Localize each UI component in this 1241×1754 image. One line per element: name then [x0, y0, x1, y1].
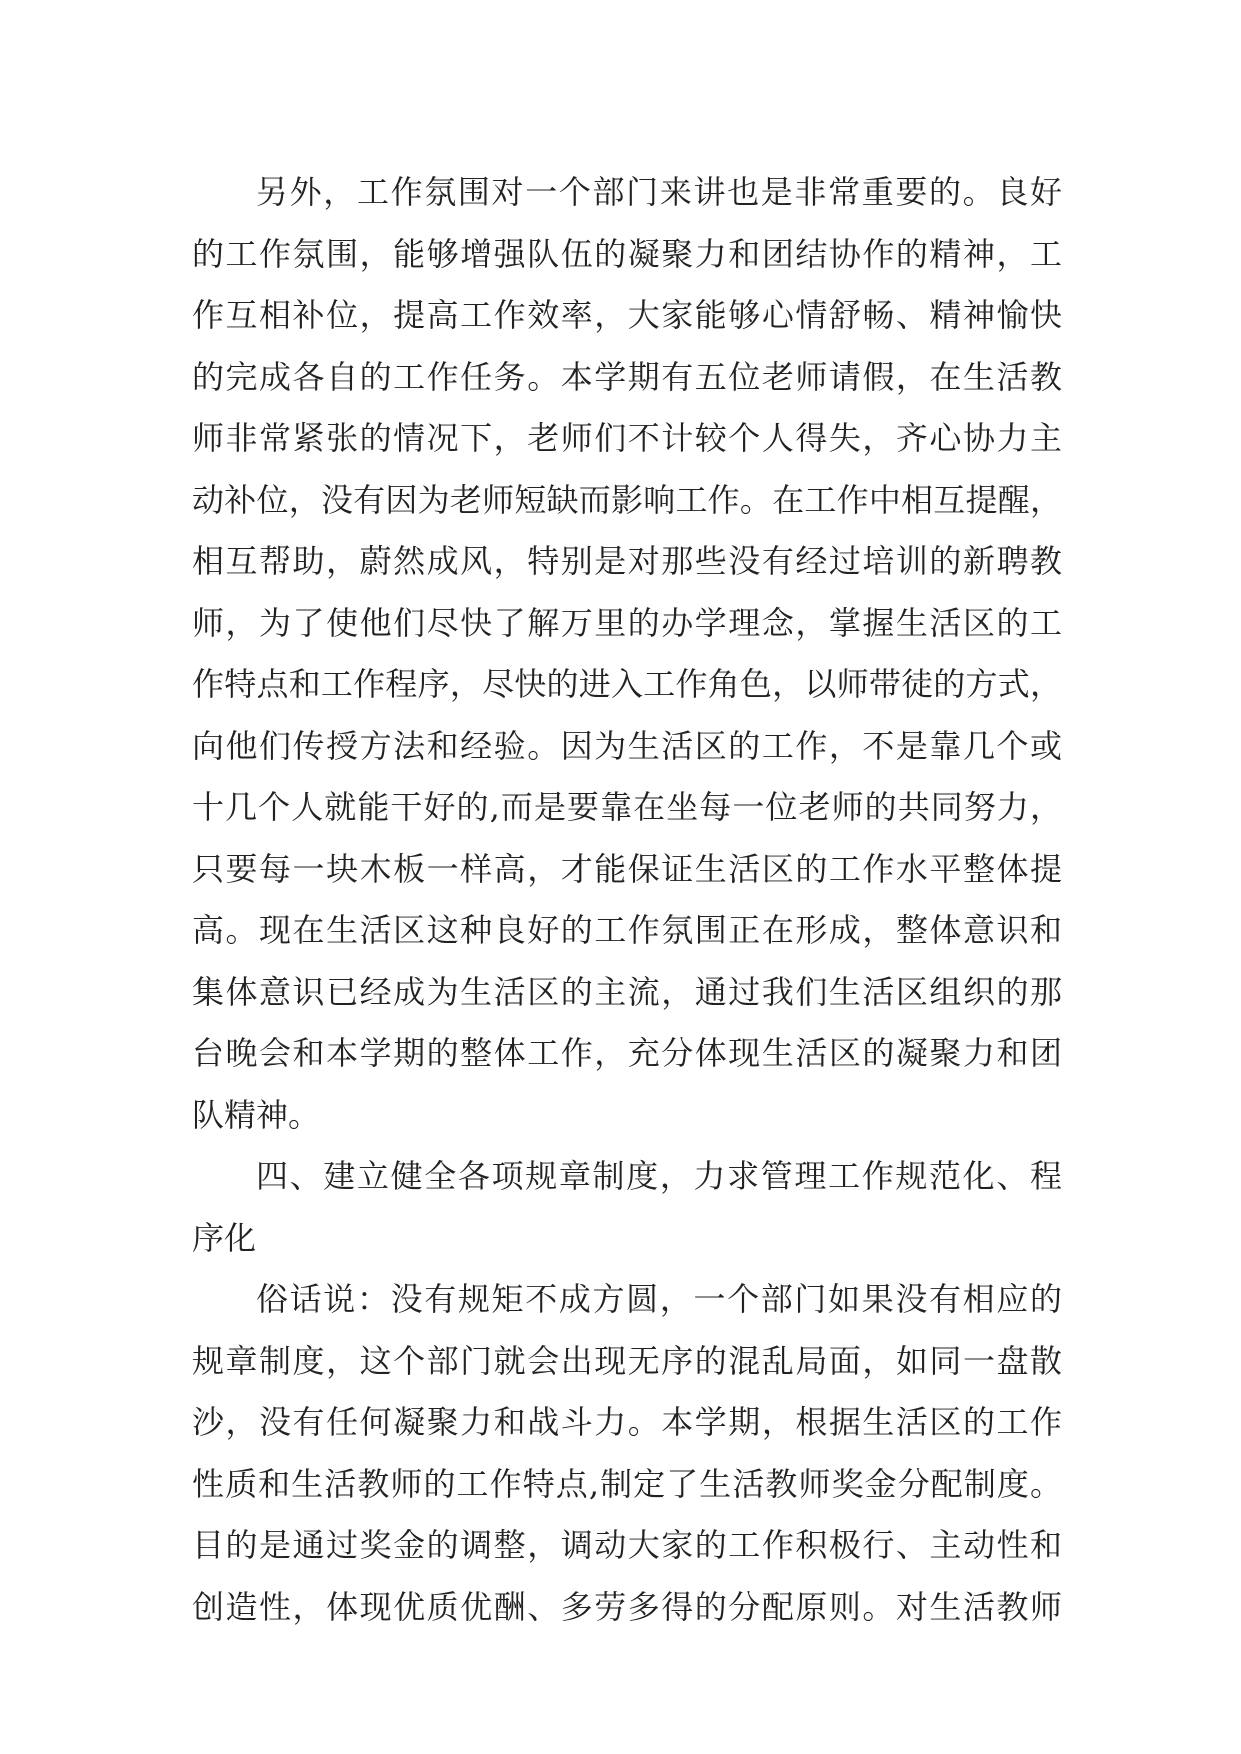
- text-line: 作互相补位，提高工作效率，大家能够心情舒畅、精神愉快: [192, 296, 1062, 334]
- text-line: 十几个人就能干好的,而是要靠在坐每一位老师的共同努力，: [192, 788, 1062, 826]
- text-line: 作特点和工作程序，尽快的进入工作角色，以师带徒的方式，: [192, 665, 1062, 703]
- text-line: 高。现在生活区这种良好的工作氛围正在形成，整体意识和: [192, 911, 1062, 949]
- text-line: 目的是通过奖金的调整，调动大家的工作积极行、主动性和: [192, 1526, 1062, 1564]
- text-line: 的工作氛围，能够增强队伍的凝聚力和团结协作的精神，工: [192, 234, 1062, 273]
- text-line: 队精神。: [192, 1095, 321, 1134]
- text-line: 沙，没有任何凝聚力和战斗力。本学期，根据生活区的工作: [192, 1403, 1062, 1441]
- text-line: 四、建立健全各项规章制度，力求管理工作规范化、程: [256, 1157, 1062, 1195]
- text-line: 集体意识已经成为生活区的主流，通过我们生活区组织的那: [192, 972, 1062, 1011]
- text-line: 师，为了使他们尽快了解万里的办学理念，掌握生活区的工: [192, 603, 1062, 642]
- text-line: 只要每一块木板一样高，才能保证生活区的工作水平整体提: [192, 849, 1062, 888]
- text-line: 俗话说：没有规矩不成方圆，一个部门如果没有相应的: [256, 1280, 1062, 1318]
- text-line: 向他们传授方法和经验。因为生活区的工作，不是靠几个或: [192, 726, 1062, 765]
- text-line: 动补位，没有因为老师短缺而影响工作。在工作中相互提醒，: [192, 480, 1062, 519]
- text-line: 的完成各自的工作任务。本学期有五位老师请假，在生活教: [192, 357, 1062, 396]
- text-line: 另外，工作氛围对一个部门来讲也是非常重要的。良好: [256, 173, 1062, 211]
- text-line: 师非常紧张的情况下，老师们不计较个人得失，齐心协力主: [192, 419, 1062, 457]
- text-line: 性质和生活教师的工作特点,制定了生活教师奖金分配制度。: [192, 1464, 1062, 1503]
- document-body: [192, 162, 1062, 1638]
- text-line: 序化: [192, 1218, 257, 1257]
- text-line: 创造性，体现优质优酬、多劳多得的分配原则。对生活教师: [192, 1587, 1062, 1626]
- text-line: 台晚会和本学期的整体工作，充分体现生活区的凝聚力和团: [192, 1034, 1062, 1072]
- text-line: 规章制度，这个部门就会出现无序的混乱局面，如同一盘散: [192, 1341, 1062, 1380]
- text-line: 相互帮助，蔚然成风，特别是对那些没有经过培训的新聘教: [192, 542, 1062, 580]
